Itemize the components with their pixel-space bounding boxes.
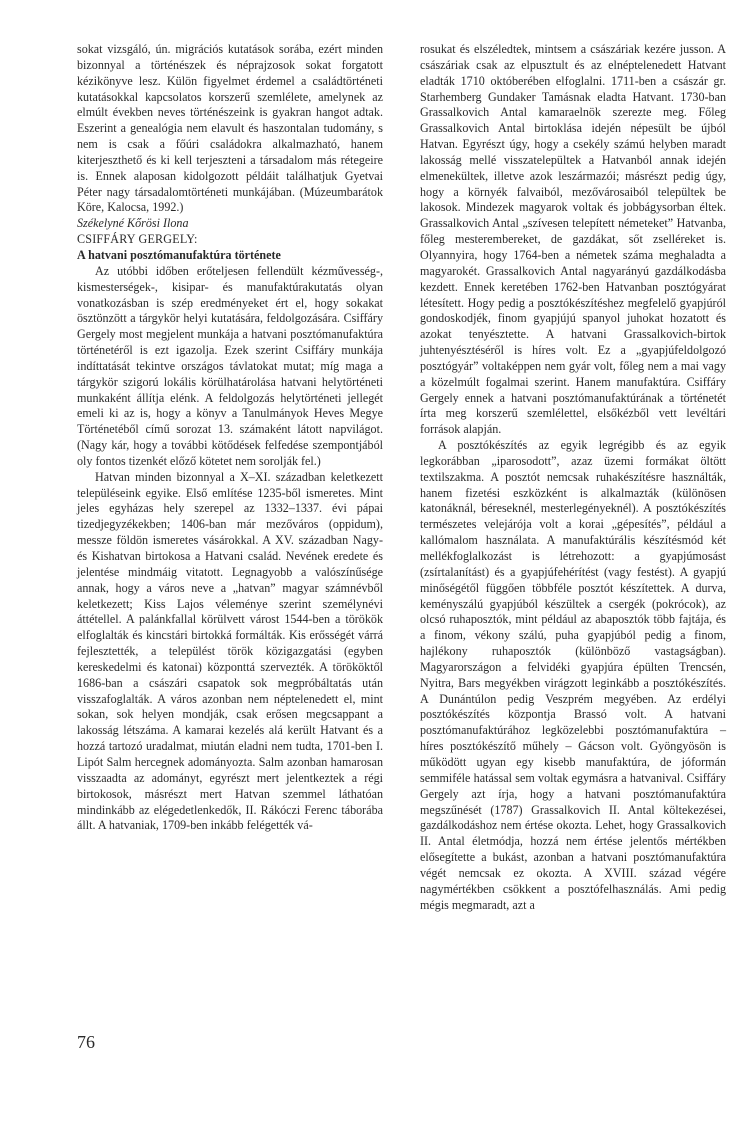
review-signature: Székelyné Kőrösi Ilona: [77, 216, 189, 231]
page-number: 76: [77, 1032, 95, 1052]
body-paragraph: rosukat és elszéledtek, mintsem a császáriak kezére jusson. A császáriak csak az elpusztult és az elnéptelenedett Hatvant eladták 1710 októberében elfoglalni. 1711-ben a császár gr. Starhemberg Gundaker Tamásnak eladta Hatvant. 1730-ban Grassalkovich Antal kamaraelnök szerezte meg. Főleg Grassalkovich Antal birtoklása idején népesült be újból Hatvan. Egyrészt úgy, hogy a csekély számú helyben maradt lakosság mellé visszatelepültek a Hatvanból annak idején elmenekültek, illetve azok leszármazói; másrészt pedig úgy, hogy a környék falvaiból, mezővárosaiból települtek be lakosok. Mindezek magyarok voltak és jobbágysorban éltek. Grassalkovich Antal „szívesen telepített németeket” Hatvanba, főleg mesterembereket, de gazdákat, sőt zselléreket is. Olyannyira, hogy 1764-ben a németek száma meghaladta a magyarokét. Grassalkovich Antal nagyarányú gazdálkodásba kezdett. Ennek keretében 1762-ben Hatvanban posztógyárat létesített. Hogy pedig a posztókészítéshez megfelelő gyapjúról gondoskodjék, finom gyapjújú spanyol juhokat hozatott és azokat tenyésztette. A hatvani Grassalkovich-birtok juhtenyésztéséről is híres volt. Ez a „gyapjúfeldolgozó posztógyár” voltaképpen nem gyár volt, főleg nem a mai vagy a közelmúlt fogalmai szerint. Hanem manufaktúra. Csiffáry Gergely ennek a hatvani posztómanufaktúrának a történetét írta meg korszerű szemlélettel, elsőkézből vett levéltári források alapján.: [420, 42, 726, 437]
right-column: [420, 42, 726, 913]
article-author: CSIFFÁRY GERGELY:: [77, 232, 198, 247]
body-paragraph: Az utóbbi időben erőteljesen fellendült kézművesség-, kismesterségek-, kisipar- és manufaktúrakutatás olyan vonatkozásban is szép eredményeket ért el, hogy sokakat ösztönzött a tárgykör helyi kutatására, feldolgozására. Csiffáry Gergely most megjelent munkája a hatvani posztómanufaktúra történetéről is ezt igazolja. Ezek szerint Csiffáry munkája indíttatását tekintve országos távlatokat mutat; míg maga a tárgykör szigorú lokális körülhatárolása hatvani helytörténeti munkaként állítja elénk. A feldolgozás helytörténeti jellegét emeli ki az is, hogy a könyv a Tanulmányok Heves Megye Történetéből című sorozat 13. számaként látott napvilágot. (Nagy kár, hogy a további kötődések felfedése szempontjából oly fontos tizenkét előző kötetet nem sorolják fel.): [77, 263, 383, 468]
intro-paragraph: sokat vizsgáló, ún. migrációs kutatások sorába, ezért minden bizonnyal a történészek és néprajzosok sokat forgatott kézikönyve lesz. Külön figyelmet érdemel a családtörténeti kutatásokkal kapcsolatos korszerű szemlélete, amelynek az elmúlt években neves történészeink is gyakran hangot adtak. Eszerint a genealógia nem elavult és haszontalan tudomány, s nem is csak a főúri családokra alkalmazható, hanem kiterjeszthető és ki kell terjeszteni a társadalom más rétegeire is. Ennek alaposan kidolgozott példáit találhatjuk Gyetvai Péter nagy társadalomtörténeti munkájában. (Múzeumbarátok Köre, Kalocsa, 1992.): [77, 42, 383, 215]
article-title: A hatvani posztómanufaktúra története: [77, 247, 281, 262]
body-paragraph: A posztókészítés az egyik legrégibb és az egyik legkorábban „iparosodott”, azaz üzemi formákat öltött textilszakma. A posztót nemcsak ruhakészítésre használták, hanem fizetési eszközként is alkalmazták (különösen katonáknál, béreseknél, mesterlegényeknél). A posztókészítés természetes velejárója volt a korai „gépesítés”, például a kallómalom használata. A manufaktúrális készítésmód két mellékfoglalkozást is létrehozott: a gyapjúmosást (zsírtalanítást) és a gyapjúfehérítést (vagy festést). A gyapjú minőségétől függően többféle posztót készítettek. A durva, keményszálú gyapjúból készültek a csergék (pokrócok), az olcsó ruhaposztók, mint például az abaposztók több fajtája, és a finom, vékony szálú, puha gyapjúból pedig a finom, hajlékony ruhaposztók (különböző vastagságban). Magyarországon a felvidéki gyapjúra épülten Trencsén, Nyitra, Bars megyékben virágzott leginkább a posztókészítés. A Dunántúlon pedig Veszprém megyében. Az erdélyi posztókészítés központja Brassó volt. A hatvani posztómanufaktúrához legközelebbi posztómanufaktúra – híres posztókészítő műhely – Gácson volt. Gyöngyösön is működött ugyan egy kisebb manufaktúra, de jóformán semmiféle hatással sem voltak egymásra a hatvanival. Csiffáry Gergely azt írja, hogy a hatvani posztómanufaktúra megszűnését (1787) Grassalkovich II. Antal költekezései, gazdálkodáshoz nem értése okozta. Lehet, hogy Grassalkovich II. Antal életmódja, hozzá nem értése jelentős mértékben elősegítette a bukást, azonban a hatvani posztómanufaktúra végét nemcsak ez okozta. A XVIII. század végére nagymértékben csökkent a posztófelhasználás. Ami pedig mégis megmaradt, azt a: [420, 438, 726, 912]
left-column: [77, 42, 383, 834]
body-paragraph: Hatvan minden bizonnyal a X–XI. században keletkezett településeink egyike. Első említése 1235-ből ismeretes. Mint jeles egyházas hely szerepel az 1332–1337. évi pápai tizedjegyzékekben; 1406-ban már mezőváros (oppidum), messze földön ismeretes vásárokkal. A XV. században Nagy- és Kishatvan birtokosa a Hatvani család. Nevének eredete és jelentése mindmáig vitatott. Legnagyobb a valószínűsége annak, hogy a város neve a „hatvan” magyar számnévből keletkezett; Kiss Lajos véleménye szerint személynévi áttétellel. A palánkfallal körülvett várost 1544-ben a törökök elfoglalták és kincstári birtokká formálták. Kis erősségét várrá fejlesztették, a települést török közigazgatási (egyben kereskedelmi és katonai) központtá szervezték. A törököktől 1686-ban a császári csapatok sok megpróbáltatás után visszafoglalták. A város azonban nem néptelenedett el, mint sokan, sok helyen mondják, csak erősen megcsappant a lakosság létszáma. A kamarai kezelés alá került Hatvant és a hozzá tartozó uradalmat, miután eladni nem tudta, 1701-ben I. Lipót Salm hercegnek adományozta. Salm azonban hamarosan visszaadta az adományt, egyrészt mert jelentkeztek a régi birtokosok, másrészt mert Hatvan szemmel láthatóan mindinkább az elégedetlenkedők, II. Rákóczi Ferenc táborába állt. A hatvaniak, 1709-ben inkább felégették vá-: [77, 469, 383, 833]
